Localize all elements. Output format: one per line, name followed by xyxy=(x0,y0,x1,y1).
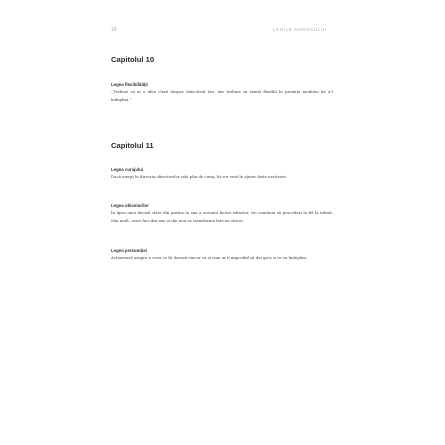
law-text: În lipsa unei decizii clare din partea ta sau a vreunui factor exterior, vei continua să procedezi la fel la infinit. Mai mult, orice faci din nou și din nou se transformă într-un obicei. xyxy=(111,210,333,223)
chapter-title: Capitolul 11 xyxy=(111,141,154,150)
law-text: Acționează asupra a ceea ce îți dorești sincer ca și cum ar fi imposibil să dai greș și se va îndeplini. xyxy=(111,255,308,260)
law-title: Legea prezumției xyxy=(111,248,147,253)
law-title: Legea curajului xyxy=(111,167,144,172)
law-title: Legea obiceiurilor xyxy=(111,203,149,208)
page-number: 18 xyxy=(111,27,117,33)
law-text: „Trebuie să ai o idee clară despre obiectivul tău, dar trebuie să rămâi flexibil în privința modului de a-l îndeplini.” xyxy=(111,89,333,102)
law-title: Legea flexibilității xyxy=(111,82,148,87)
running-title: LEGILE NOROCULUI xyxy=(273,27,327,32)
chapter-title: Capitolul 10 xyxy=(111,55,155,64)
law-text: Dacă mergi în direcția obiectivelor tale plin de curaj, îți vor veni în ajutor forțe nevăzute. xyxy=(111,174,288,179)
